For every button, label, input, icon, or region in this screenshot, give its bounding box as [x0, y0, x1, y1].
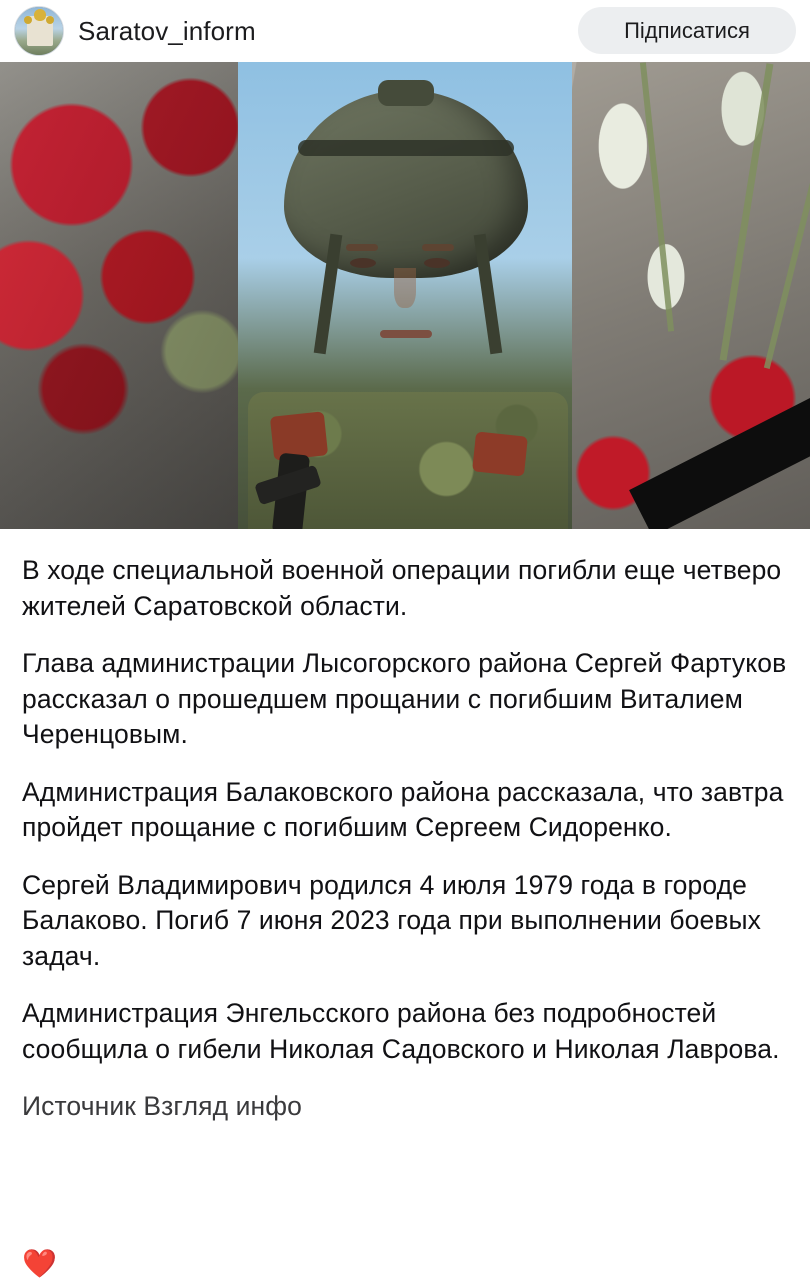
channel-avatar[interactable] [14, 6, 64, 56]
reactions-row[interactable] [22, 1250, 57, 1278]
pouch-left-icon [270, 411, 328, 460]
subscribe-button[interactable]: Підписатися [578, 7, 796, 54]
eyebrow-right [422, 244, 454, 251]
pouch-right-icon [472, 431, 528, 476]
mouth [380, 330, 432, 338]
post-paragraph: Сергей Владимирович родился 4 июля 1979 года в городе Балаково. Погиб 7 июня 2023 года при выполнении боевых задач. [22, 869, 761, 971]
helmet-mount-icon [378, 80, 434, 106]
helmet-rail-icon [298, 140, 514, 156]
post-paragraph: Глава администрации Лысогорского района Сергей Фартуков рассказал о прошедшем прощании с погибшим Виталием Черенцовым. [22, 648, 787, 749]
post-paragraph: В ходе специальной военной операции погибли еще четверо жителей Саратовской области. [22, 555, 782, 621]
red-carnations-left [0, 62, 238, 529]
post-source: Источник Взгляд инфо [22, 1091, 303, 1121]
channel-name[interactable]: Saratov_inform [78, 15, 256, 46]
post-text [0, 529, 810, 1280]
post-paragraph: Администрация Энгельсского района без подробностей сообщила о гибели Николая Садовского и Николая Лаврова. [22, 998, 780, 1064]
church-dome-icon [34, 9, 46, 21]
eye-right [424, 258, 450, 268]
church-dome-left-icon [24, 16, 32, 24]
serviceman-portrait [238, 62, 572, 529]
church-dome-right-icon [46, 16, 54, 24]
channel-header [0, 0, 810, 62]
post-paragraph: Администрация Балаковского района рассказала, что завтра пройдет прощание с погибшим Сергеем Сидоренко. [22, 776, 784, 842]
nose [394, 268, 416, 308]
eye-left [350, 258, 376, 268]
heart-reaction-icon[interactable]: ❤️ [22, 1248, 57, 1279]
eyebrow-left [346, 244, 378, 251]
post-image[interactable] [0, 62, 810, 529]
